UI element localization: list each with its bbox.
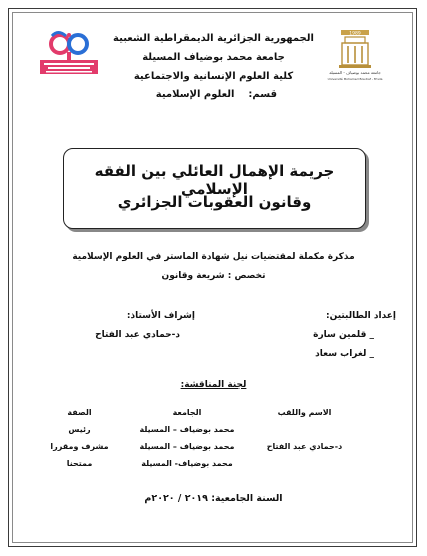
committee-title: لجنة المناقشة: [180, 380, 247, 390]
student-name-2: _ لغراب سعاد [315, 349, 374, 359]
committee-member-role: مشرف ومقررا [50, 442, 109, 451]
committee-row [32, 455, 362, 472]
thesis-note: مذكرة مكملة لمقتضيات نيل شهادة الماستر في العلوم الإسلامية [72, 252, 355, 262]
thesis-title-box [63, 148, 366, 229]
committee-member-name [247, 421, 362, 438]
header-university: جامعة محمد بوضياف المسيلة [142, 52, 285, 63]
logo-year: 1989 [349, 31, 361, 37]
thesis-title-line1: جريمة الإهمال العائلي بين الفقه الإسلامي [94, 162, 335, 198]
student-name-1: _ قلمين سارة [313, 330, 374, 340]
students-label: إعداد الطالبتين: [326, 311, 396, 321]
committee-header-university: الجامعة [172, 408, 202, 417]
committee-header-row [32, 404, 362, 421]
logo-caption-fr: Université Mohamed Boudiaf - M'sila [327, 77, 383, 81]
thesis-specialty: تخصص : شريعة وقانون [161, 271, 266, 281]
committee-member-name [247, 455, 362, 472]
header-department [156, 89, 277, 100]
committee-row [32, 421, 362, 438]
header-faculty: كلية العلوم الإنسانية والاجتماعية [133, 71, 294, 82]
committee-header-name: الاسم واللقب [277, 408, 332, 417]
committee-member-university: محمد بوضياف – المسيلة [139, 442, 235, 451]
committee-member-role: ممتحنا [66, 459, 93, 468]
committee-member-role: رئيس [68, 425, 91, 434]
committee-member-name: د-حمادي عبد الفتاح [266, 442, 343, 451]
thesis-title-line2: وقانون العقوبات الجزائري [117, 193, 312, 211]
department-label: قسم: [248, 89, 277, 100]
committee-member-university: محمد بوضياف – المسيلة [139, 425, 235, 434]
committee-member-university: محمد بوضياف- المسيلة [141, 459, 233, 468]
committee-row [32, 438, 362, 455]
department-value: العلوم الإسلامية [155, 89, 235, 100]
supervisor-label: إشراف الأستاذ: [126, 311, 195, 321]
committee-table [32, 404, 362, 472]
committee-header-role: الصفة [67, 408, 92, 417]
academic-year: السنة الجامعية: ٢٠١٩ / ٢٠٢٠م [144, 493, 283, 504]
header-republic: الجمهورية الجزائرية الديمقراطية الشعبية [113, 33, 314, 44]
supervisor-name: د-حمادي عبد الفتاح [95, 330, 180, 340]
logo-caption-ar: جامعة محمد بوضياف - المسيلة [329, 70, 381, 75]
